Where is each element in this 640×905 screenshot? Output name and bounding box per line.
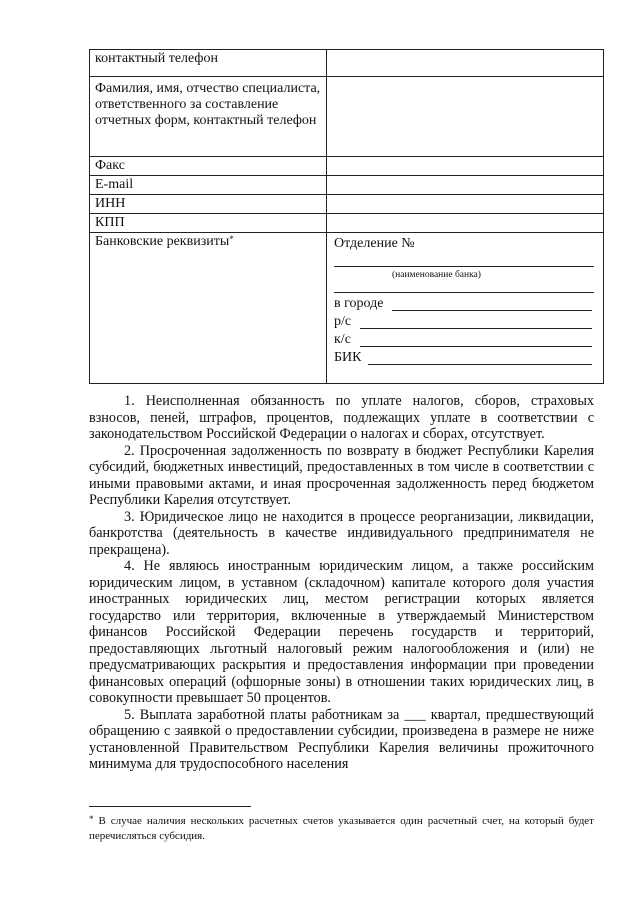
value-inn[interactable] <box>327 195 604 214</box>
label-fax: Факс <box>90 157 327 176</box>
label-bank-details <box>90 233 327 384</box>
footnote <box>89 814 594 844</box>
table-row <box>90 157 604 176</box>
footnote-divider <box>89 806 251 807</box>
label-responsible-specialist: Фамилия, имя, отчество специалиста, ответственного за составление отчетных форм, контактный телефон <box>90 77 327 157</box>
table-row <box>90 233 604 384</box>
value-contact-phone[interactable] <box>327 50 604 77</box>
requisites-table <box>89 49 604 384</box>
label-inn: ИНН <box>90 195 327 214</box>
table-row <box>90 50 604 77</box>
table-row <box>90 176 604 195</box>
table-row <box>90 214 604 233</box>
value-responsible-specialist[interactable] <box>327 77 604 157</box>
bank-rs-field[interactable] <box>360 328 592 329</box>
footnote-mark: * <box>229 234 234 244</box>
bank-bik-label: БИК <box>334 350 362 365</box>
bank-ks-label: к/с <box>334 332 351 347</box>
bank-bik-field[interactable] <box>368 364 592 365</box>
label-email: E-mail <box>90 176 327 195</box>
bank-city-label: в городе <box>334 296 384 311</box>
label-contact-phone: контактный телефон <box>90 50 327 77</box>
paragraph-1: 1. Неисполненная обязанность по уплате налогов, сборов, страховых взносов, пеней, штрафов, процентов, подлежащих уплате в соответствии с законодательством Российской Федерации о налогах и сборах, отсутствует. <box>89 393 594 442</box>
footnote-text: В случае наличия нескольких расчетных счетов указывается один расчетный счет, на который будет перечисляться субсидия. <box>89 815 594 842</box>
footnote-mark: * <box>89 814 94 824</box>
bank-ks-field[interactable] <box>360 346 592 347</box>
bank-details-label-text: Банковские реквизиты <box>95 234 230 249</box>
bank-city-field[interactable] <box>392 310 592 311</box>
bank-branch-label: Отделение № <box>334 236 415 251</box>
value-bank-details <box>327 233 604 384</box>
value-kpp[interactable] <box>327 214 604 233</box>
paragraph-2: 2. Просроченная задолженность по возврату в бюджет Республики Карелия субсидий, бюджетных инвестиций, предоставленных в том числе в соответствии с иными правовыми актами, и иная просроченная задолженность перед бюджетом Республики Карелия отсутствует. <box>89 442 594 508</box>
paragraph-5: 5. Выплата заработной платы работникам за ___ квартал, предшествующий обращению с заявкой о предоставлении субсидии, произведена в размере не ниже установленной Правительством Республики Карелия величины прожиточного минимума для трудоспособного населения <box>89 706 594 772</box>
bank-rs-label: р/с <box>334 314 352 329</box>
bank-name-caption: (наименование банка) <box>392 270 481 280</box>
paragraph-4: 4. Не являюсь иностранным юридическим лицом, а также российским юридическим лицом, в уставном (складочном) капитале которого доля участия иностранных юридических лиц, местом регистрации которых является государство или территория, включенные в утверждаемый Министерством финансов Российской Федерации перечень государств и территорий, предоставляющих льготный налоговый режим налогообложения и (или) не предусматривающих раскрытия и предоставления информации при проведении финансовых операций (офшорные зоны) в отношении таких юридических лиц, в совокупности превышает 50 процентов. <box>89 558 594 706</box>
value-fax[interactable] <box>327 157 604 176</box>
declarations <box>89 393 594 773</box>
bank-details-block <box>332 234 598 382</box>
bank-name-field-2[interactable] <box>334 292 594 293</box>
paragraph-3: 3. Юридическое лицо не находится в процессе реорганизации, ликвидации, банкротства (деятельность в качестве индивидуального предпринимателя не прекращена). <box>89 508 594 558</box>
table-row <box>90 195 604 214</box>
label-kpp: КПП <box>90 214 327 233</box>
value-email[interactable] <box>327 176 604 195</box>
table-row <box>90 77 604 157</box>
